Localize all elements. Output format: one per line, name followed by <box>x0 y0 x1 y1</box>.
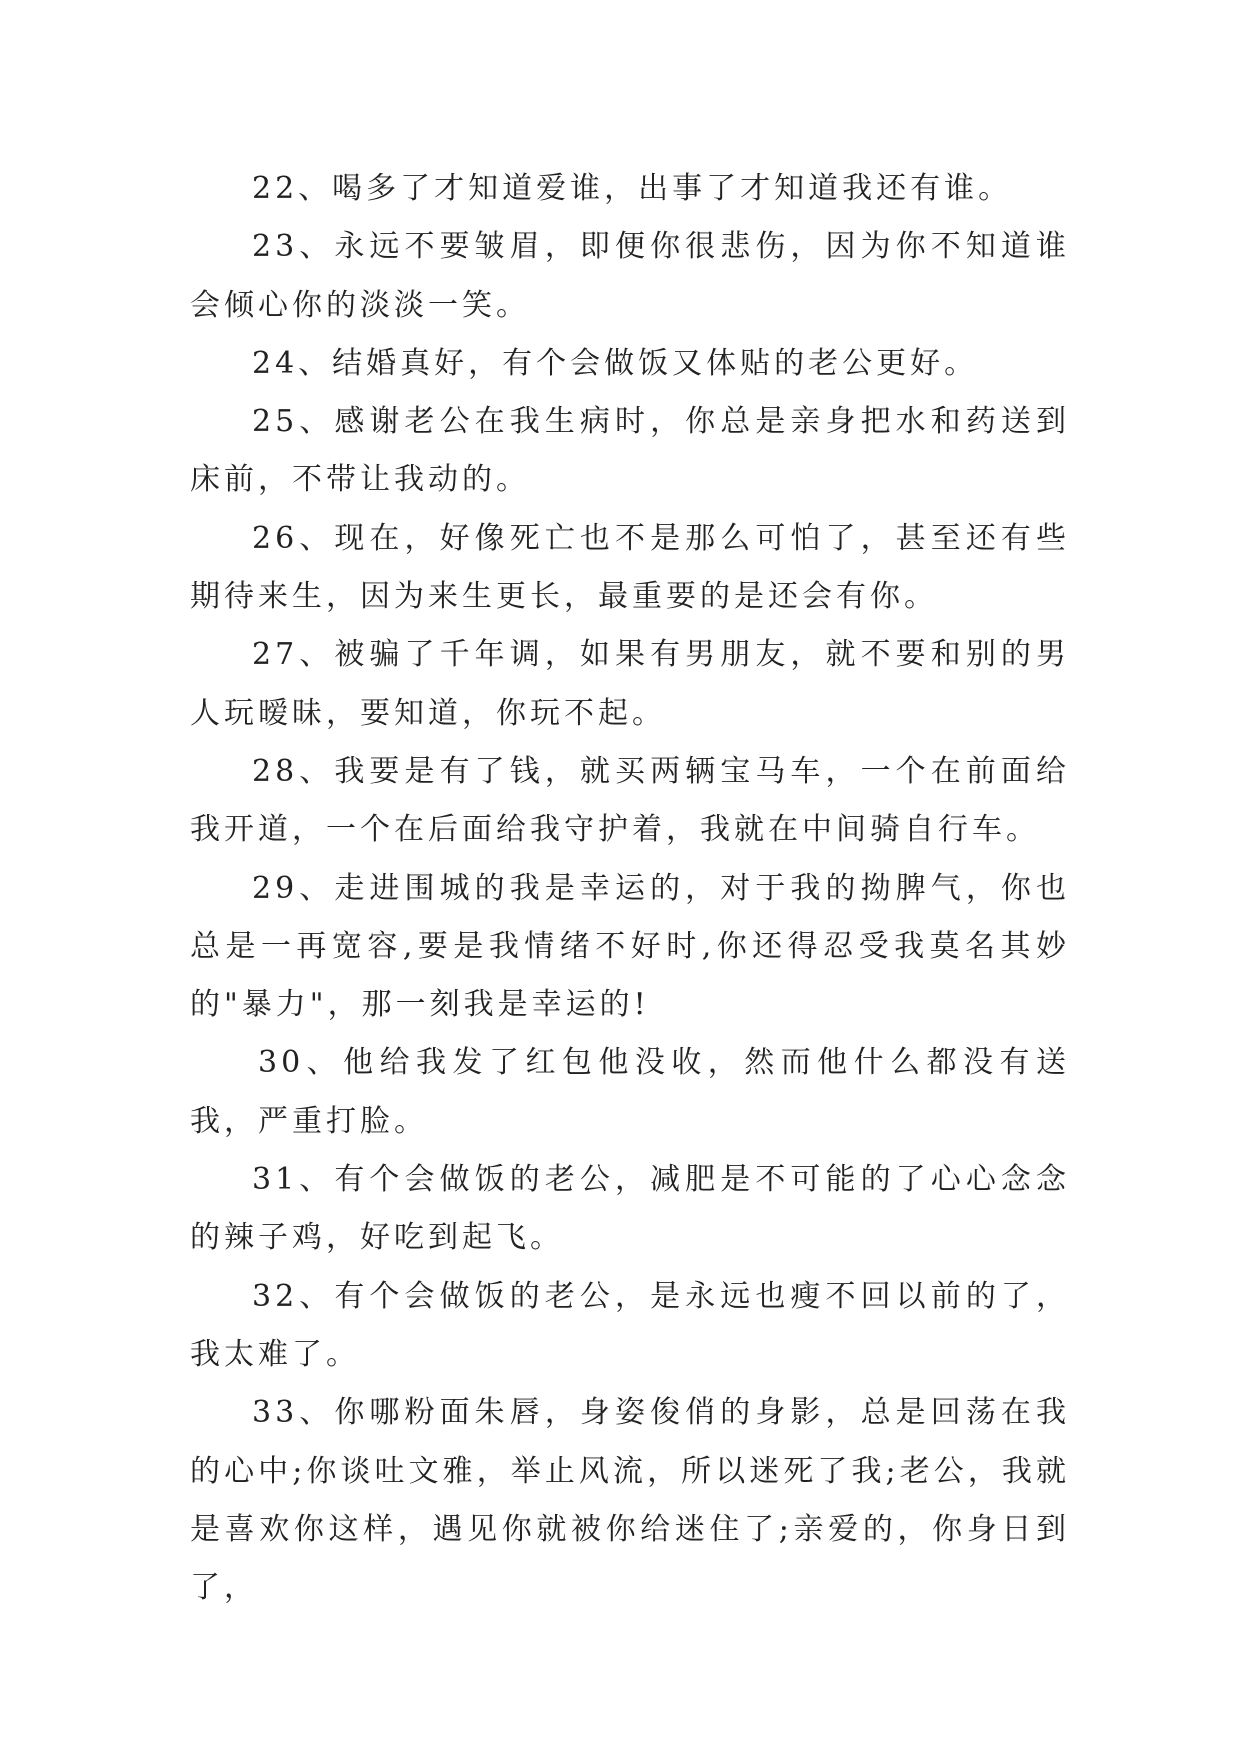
paragraph-24: 24、结婚真好，有个会做饭又体贴的老公更好。 <box>252 345 979 381</box>
paragraph-23: 23、永远不要皱眉，即便你很悲伤，因为你不知道谁会倾心你的淡淡一笑。 <box>190 229 1070 323</box>
paragraph-29: 29、走进围城的我是幸运的，对于我的拗脾气，你也总是一再宽容,要是我情绪不好时,你还得忍受我莫名其妙的"暴力"，那一刻我是幸运的! <box>190 870 1070 1023</box>
paragraph-33: 33、你哪粉面朱唇，身姿俊俏的身影，总是回荡在我的心中;你谈吐文雅，举止风流，所以迷死了我;老公，我就是喜欢你这样，遇见你就被你给迷住了;亲爱的，你身日到了， <box>190 1395 1070 1606</box>
paragraph-31: 31、有个会做饭的老公，减肥是不可能的了心心念念的辣子鸡，好吃到起飞。 <box>190 1162 1070 1256</box>
paragraph-28: 28、我要是有了钱，就买两辆宝马车，一个在前面给我开道，一个在后面给我守护着，我就在中间骑自行车。 <box>190 753 1070 848</box>
document-body <box>190 160 1070 1617</box>
paragraph-25: 25、感谢老公在我生病时，你总是亲身把水和药送到床前，不带让我动的。 <box>190 404 1070 498</box>
paragraph-26: 26、现在，好像死亡也不是那么可怕了，甚至还有些期待来生，因为来生更长，最重要的是还会有你。 <box>190 520 1070 615</box>
paragraph-32: 32、有个会做饭的老公，是永远也瘦不回以前的了，我太难了。 <box>190 1278 1070 1372</box>
paragraph-27: 27、被骗了千年调，如果有男朋友，就不要和别的男人玩暧昧，要知道，你玩不起。 <box>190 637 1070 731</box>
paragraph-30: 30、他给我发了红包他没收，然而他什么都没有送我，严重打脸。 <box>190 1045 1070 1139</box>
paragraph-22: 22、喝多了才知道爱谁，出事了才知道我还有谁。 <box>252 171 1013 206</box>
